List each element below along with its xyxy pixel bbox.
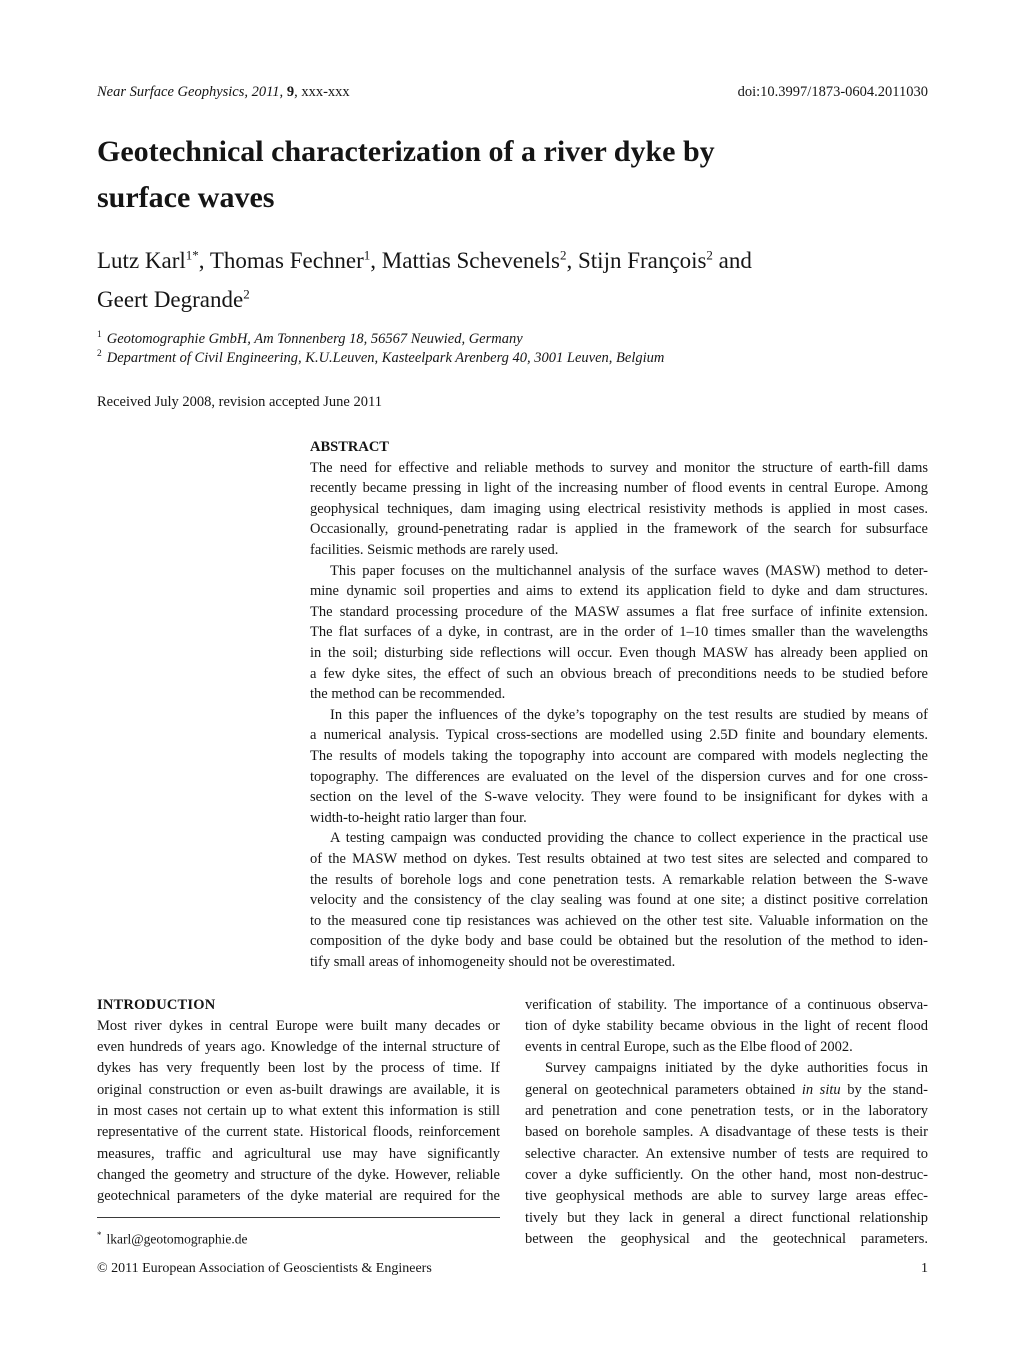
affiliation-mark: 2 (97, 348, 102, 359)
page-number: 1 (921, 1261, 928, 1276)
column-left (97, 995, 500, 1251)
received-date: Received July 2008, revision accepted June 2011 (97, 394, 382, 411)
text-line: tively but they lack in general a direct functional relationship (525, 1209, 928, 1226)
text-line: Survey campaigns initiated by the dyke authorities focus in (545, 1060, 928, 1077)
author-line-2 (97, 280, 928, 319)
author-affiliation-mark: 1* (185, 247, 199, 263)
author-name: Geert Degrande (97, 287, 244, 313)
author-conjunction: and (712, 248, 752, 274)
text-line: original construction or even as-built drawings are available, it is (97, 1081, 500, 1098)
text-line: even hundreds of years ago. Knowledge of the internal structure of (97, 1039, 500, 1056)
text-line: The flat surfaces of a dyke, in contrast, are in the order of 1–10 times smaller than the wavelengths (310, 624, 928, 641)
copyright-notice: © 2011 European Association of Geoscientists & Engineers (97, 1261, 432, 1276)
affiliation-mark: 1 (97, 330, 102, 341)
abstract-heading: ABSTRACT (310, 439, 389, 456)
abstract-paragraph (310, 458, 928, 561)
text-line: based on borehole samples. A disadvantage of these tests is their (525, 1124, 928, 1141)
introduction-heading: INTRODUCTION (97, 996, 216, 1013)
author-line (97, 241, 928, 319)
text-line: Most river dykes in central Europe were built many decades or (97, 1017, 500, 1034)
author-affiliation-mark: 2 (243, 286, 250, 302)
introduction-section (97, 995, 928, 1251)
text-line: between the geophysical and the geotechnical parameters. (525, 1230, 928, 1247)
journal-name: Near Surface Geophysics, 2011, (97, 84, 287, 100)
text-line: dykes has very frequently been lost by the process of time. If (97, 1060, 500, 1077)
abstract-section (310, 437, 928, 972)
author-name: , Mattias Schevenels (370, 248, 560, 274)
text-line: The results of models taking the topography into account are compared with models neglecting the (310, 748, 928, 764)
text-line: the method can be recommended. (310, 686, 506, 703)
text-line: general on geotechnical parameters obtained in situ by the stand- (525, 1081, 929, 1098)
affiliation (97, 349, 928, 368)
text-line: velocity and the consistency of the clay sealing was found at one site; a distinct positive correlation (310, 892, 928, 909)
text-line: a few dyke sites, the effect of such an obvious breach of preconditions needs to be studied before (310, 665, 928, 682)
text-line: tify small areas of inhomogeneity should not be overestimated. (310, 953, 676, 970)
affiliation (97, 330, 928, 349)
text-line: mine dynamic soil properties and aims to extend its application field to dyke and dam structures. (310, 583, 928, 600)
text-line: cover a dyke sufficiently. On the other hand, most non-destruc- (525, 1166, 928, 1183)
text-line: representative of the current state. Historical floods, reinforcement (97, 1124, 500, 1141)
footnote-email: lkarl@geotomographie.de (106, 1231, 248, 1246)
text-line: composition of the dyke body and base could be obtained but the resolution of the method to iden- (310, 933, 928, 950)
abstract-paragraph (310, 561, 928, 705)
footnote-mark: * (97, 1229, 102, 1240)
text-line: verification of stability. The importance of a continuous observa- (525, 996, 928, 1013)
text-line: in most cases not certain up to what extent this information is still (97, 1103, 500, 1120)
text-line: recently became pressing in light of the increasing number of flood events in central Europe. Among (310, 480, 928, 497)
abstract-paragraph (310, 828, 928, 972)
journal-reference (97, 84, 350, 101)
text-line: topography. The differences are evaluated on the level of the dispersion curves and for one cross- (310, 768, 928, 785)
journal-pages: , xxx-xxx (294, 84, 350, 100)
text-line: Occasionally, ground-penetrating radar is applied in the framework of the search for subsurface (310, 521, 928, 538)
text-line: a numerical analysis. Typical cross-sections are modelled using 2.5D finite and boundary elements. (310, 727, 928, 744)
text-line: measures, traffic and agricultural use may have significantly (97, 1145, 500, 1162)
text-line: to the measured cone tip resistances was achieved on the other test site. Valuable information on the (310, 912, 928, 929)
text-line: changed the geometry and structure of the dyke. However, reliable (97, 1166, 500, 1183)
author-footnote (97, 1217, 500, 1248)
column-right (525, 995, 928, 1251)
text-line: the results of borehole logs and cone penetration tests. A remarkable relation between the S-wave (310, 871, 928, 888)
text-line: The need for effective and reliable methods to survey and monitor the structure of earth-fill dams (310, 459, 928, 476)
author-affiliation-mark: 2 (560, 247, 567, 263)
text-line: selective character. An extensive number of tests are required to (525, 1145, 928, 1162)
text-line: of the MASW method on dykes. Test results obtained at two test sites are selected and compared to (310, 850, 928, 867)
author-name: Lutz Karl (97, 248, 186, 274)
text-line: A testing campaign was conducted providing the chance to collect experience in the practical use (330, 830, 928, 847)
text-line: in the soil; disturbing side reflections will occur. Even though MASW has already been applied on (310, 645, 928, 662)
text-line: In this paper the influences of the dyke’s topography on the test results are studied by means of (330, 706, 928, 723)
text-line: tive geophysical methods are able to survey large areas effec- (525, 1188, 928, 1205)
text-line: events in central Europe, such as the Elbe flood of 2002. (525, 1039, 853, 1056)
text-line: geophysical techniques, dam imaging using electrical resistivity methods is applied in most cases. (310, 500, 928, 517)
author-affiliation-mark: 1 (363, 247, 371, 263)
text-line: tion of dyke stability became obvious in the light of recent flood (525, 1017, 928, 1034)
article-title-line-1: Geotechnical characterization of a river dyke by (97, 135, 715, 168)
author-affiliation-mark: 2 (706, 247, 713, 263)
article-title-line-2: surface waves (97, 181, 275, 214)
journal-volume: 9 (286, 84, 295, 100)
text-line: The standard processing procedure of the MASW assumes a flat free surface of infinite extension. (310, 603, 928, 620)
affiliation-text: Department of Civil Engineering, K.U.Leuven, Kasteelpark Arenberg 40, 3001 Leuven, Belgium (106, 349, 665, 366)
page-footer (97, 1260, 928, 1278)
introduction-paragraph (525, 995, 928, 1251)
affiliations (97, 330, 928, 367)
author-name: , Stijn François (566, 248, 707, 274)
introduction-paragraph (97, 1016, 500, 1208)
article-title (97, 129, 928, 221)
text-line: facilities. Seismic methods are rarely used. (310, 542, 559, 559)
author-name: , Thomas Fechner (198, 248, 364, 274)
text-line: section on the level of the S-wave velocity. They were found to be insignificant for dykes with a (310, 789, 928, 806)
text-line: width-to-height ratio larger than four. (310, 809, 527, 826)
author-line-1 (97, 241, 928, 280)
abstract-paragraph (310, 705, 928, 829)
doi: doi:10.3997/1873-0604.2011030 (737, 84, 928, 100)
running-head (97, 84, 928, 101)
text-line: This paper focuses on the multichannel analysis of the surface waves (MASW) method to deter- (330, 562, 928, 579)
affiliation-text: Geotomographie GmbH, Am Tonnenberg 18, 56567 Neuwied, Germany (106, 331, 523, 348)
text-line: ard penetration and cone penetration tests, or in the laboratory (525, 1103, 928, 1120)
text-line: geotechnical parameters of the dyke material are required for the (97, 1188, 500, 1205)
